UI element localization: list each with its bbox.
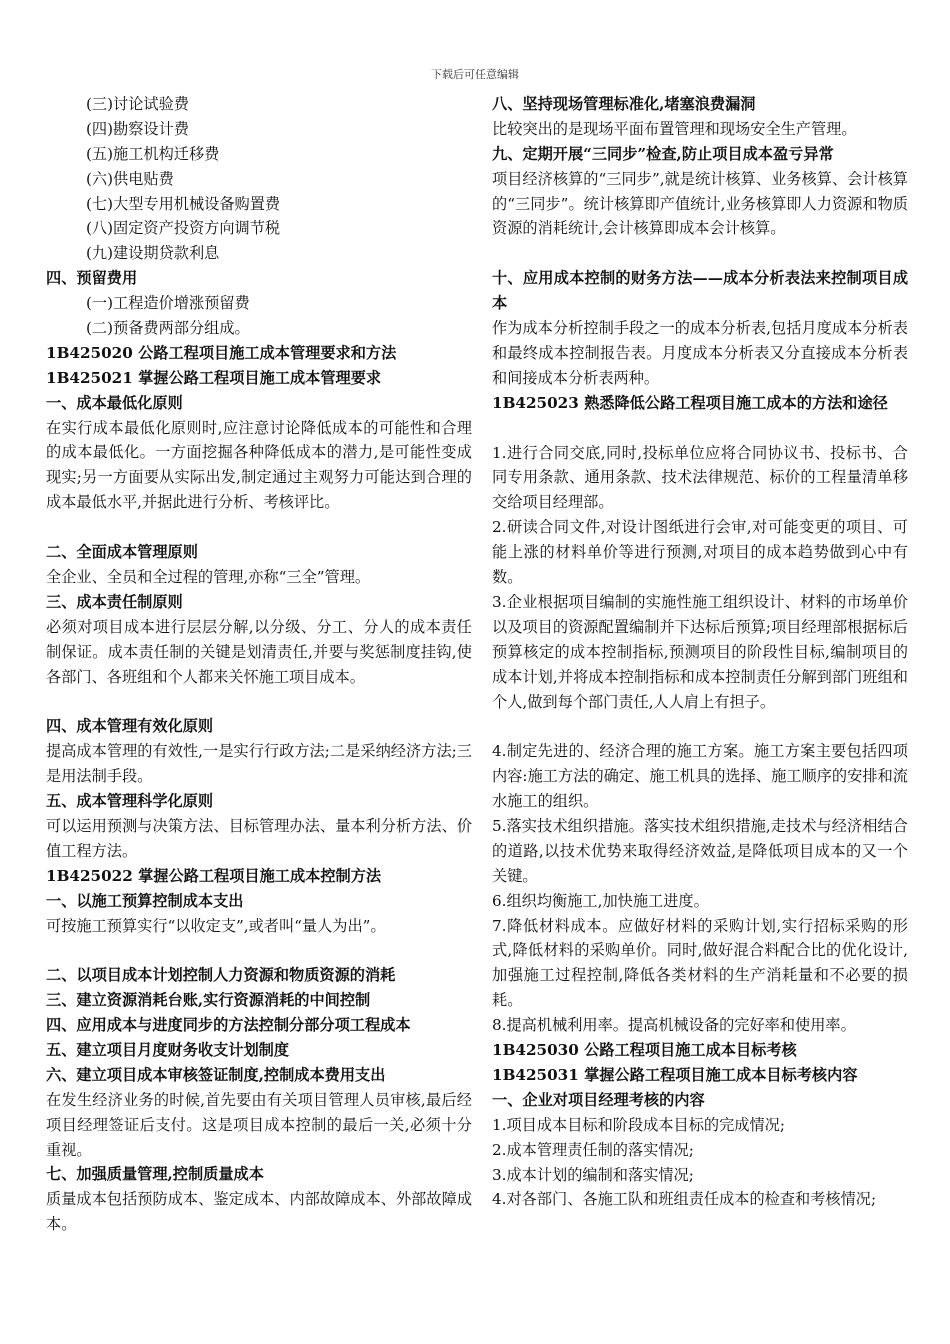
paragraph: 比较突出的是现场平面布置管理和现场安全生产管理。: [492, 119, 857, 138]
section-heading: 八、坚持现场管理标准化,堵塞浪费漏洞: [492, 95, 756, 113]
section-heading: 一、以施工预算控制成本支出: [46, 891, 244, 910]
list-item: (九)建设期贷款利息: [86, 244, 220, 263]
paragraph: 在发生经济业务的时候,首先要由有关项目管理人员审核,最后经项目经理签证后支付。这是项目成本控制的最后一关,必须十分重视。: [46, 1090, 472, 1159]
section-heading: 1B425021 掌握公路工程项目施工成本管理要求: [46, 368, 382, 387]
section-heading: 三、建立资源消耗台账,实行资源消耗的中间控制: [46, 991, 371, 1010]
paragraph: 2.研读合同文件,对设计图纸进行会审,对可能变更的项目、可能上涨的材料单价等进行预测,对项目的成本趋势做到心中有数。: [492, 518, 908, 587]
paragraph: 可按施工预算实行“以收定支”,或者叫“量人为出”。: [46, 916, 386, 935]
list-item: (一)工程造价增涨预留费: [86, 294, 250, 313]
section-heading: 四、应用成本与进度同步的方法控制分部分项工程成本: [46, 1016, 411, 1035]
section-heading: 二、以项目成本计划控制人力资源和物质资源的消耗: [46, 966, 396, 985]
paragraph: 可以运用预测与决策方法、目标管理办法、量本利分析方法、价值工程方法。: [46, 816, 472, 860]
section-heading: 五、建立项目月度财务收支计划制度: [46, 1040, 289, 1059]
list-item: (八)固定资产投资方向调节税: [86, 219, 281, 238]
paragraph: 3.成本计划的编制和落实情况;: [492, 1165, 694, 1184]
paragraph: 4.制定先进的、经济合理的施工方案。施工方案主要包括四项内容:施工方法的确定、施工机具的选择、施工顺序的安排和流水施工的组织。: [492, 742, 908, 811]
paragraph: 7.降低材料成本。应做好材料的采购计划,实行招标采购的形式,降低材料的采购单价。同时,做好混合料配合比的优化设计,加强施工过程控制,降低各类材料的生产消耗量和不必要的损耗。: [492, 916, 908, 1010]
paragraph: 4.对各部门、各施工队和班组责任成本的检查和考核情况;: [492, 1190, 877, 1209]
paragraph: 5.落实技术组织措施。落实技术组织措施,走技术与经济相结合的道路,以技术优势来取得经济效益,是降低项目成本的又一个关键。: [492, 817, 908, 885]
section-heading: 四、成本管理有效化原则: [46, 717, 214, 736]
section-heading: 五、成本管理科学化原则: [46, 792, 214, 811]
paragraph: 质量成本包括预防成本、鉴定成本、内部故障成本、外部故障成本。: [46, 1190, 472, 1234]
section-heading: 一、企业对项目经理考核的内容: [492, 1090, 705, 1109]
paragraph: 项目经济核算的“三同步”,就是统计核算、业务核算、会计核算的“三同步”。统计核算即产值统计,业务核算即人力资源和物质资源的消耗统计,会计核算即成本会计核算。: [492, 169, 908, 238]
paragraph: 8.提高机械利用率。提高机械设备的完好率和使用率。: [492, 1016, 856, 1035]
paragraph: 1.进行合同交底,同时,投标单位应将合同协议书、投标书、合同专用条款、通用条款、技术法律规范、标价的工程量清单移交给项目经理部。: [492, 443, 908, 512]
paragraph: 必须对项目成本进行层层分解,以分级、分工、分人的成本责任制保证。成本责任制的关键是划清责任,并要与奖惩制度挂钩,使各部门、各班组和个人都来关怀施工项目成本。: [46, 617, 472, 686]
list-item: (五)施工机构迁移费: [86, 144, 220, 163]
list-item: (二)预备费两部分组成。: [86, 319, 250, 338]
paragraph: 2.成本管理责任制的落实情况;: [492, 1140, 694, 1159]
paragraph: 全企业、全员和全过程的管理,亦称“三全”管理。: [46, 567, 371, 586]
blank-line: [46, 938, 472, 963]
list-item: (六)供电贴费: [86, 169, 174, 188]
section-heading: 1B425022 掌握公路工程项目施工成本控制方法: [46, 866, 382, 885]
section-heading: 二、全面成本管理原则: [46, 543, 198, 562]
paragraph: 6.组织均衡施工,加快施工进度。: [492, 891, 709, 910]
section-heading: 1B425030 公路工程项目施工成本目标考核: [492, 1041, 797, 1060]
section-heading: 四、预留费用: [46, 269, 138, 288]
section-heading: 一、成本最低化原则: [46, 393, 183, 412]
section-heading: 1B425031 掌握公路工程项目施工成本目标考核内容: [492, 1065, 858, 1084]
paragraph: 作为成本分析控制手段之一的成本分析表,包括月度成本分析表和最终成本控制报告表。月度成本分析表又分直接成本分析表和间接成本分析表两种。: [492, 319, 908, 387]
section-heading: 七、加强质量管理,控制质量成本: [46, 1165, 264, 1184]
paragraph: 在实行成本最低化原则时,应注意讨论降低成本的可能性和合理的成本最低化。一方面挖掘各种降低成本的潜力,是可能性变成现实;另一方面要从实际出发,制定通过主观努力可能达到合理的成本最低水平,并据此进行分析、考核评比。: [46, 418, 472, 512]
section-heading: 九、定期开展“三同步”检查,防止项目成本盈亏异常: [492, 144, 834, 163]
page-header: 下载后可任意编辑: [431, 68, 519, 81]
paragraph: 1.项目成本目标和阶段成本目标的完成情况;: [492, 1115, 785, 1134]
left-column: [46, 92, 472, 1237]
list-item: (三)讨论试验费: [86, 95, 189, 113]
paragraph: 3.企业根据项目编制的实施性施工组织设计、材料的市场单价以及项目的资源配置编制并下达标后预算;项目经理部根据标后预算核定的成本控制指标,预测项目的阶段性目标,编制项目的成本计划,并将成本控制指标和成本控制责任分解到部门班组和个人,做到每个部门责任,人人肩上有担子。: [492, 592, 908, 711]
list-item: (四)勘察设计费: [86, 119, 189, 138]
section-heading: 1B425023 熟悉降低公路工程项目施工成本的方法和途径: [492, 393, 888, 412]
section-heading: 十、应用成本控制的财务方法——成本分析表法来控制项目成本: [492, 269, 908, 313]
right-column: [492, 92, 908, 1237]
section-heading: 六、建立项目成本审核签证制度,控制成本费用支出: [46, 1065, 386, 1084]
section-heading: 三、成本责任制原则: [46, 592, 183, 611]
section-heading: 1B425020 公路工程项目施工成本管理要求和方法: [46, 343, 397, 362]
list-item: (七)大型专用机械设备购置费: [86, 194, 281, 213]
paragraph: 提高成本管理的有效性,一是实行行政方法;二是采纳经济方法;三是用法制手段。: [46, 742, 472, 786]
